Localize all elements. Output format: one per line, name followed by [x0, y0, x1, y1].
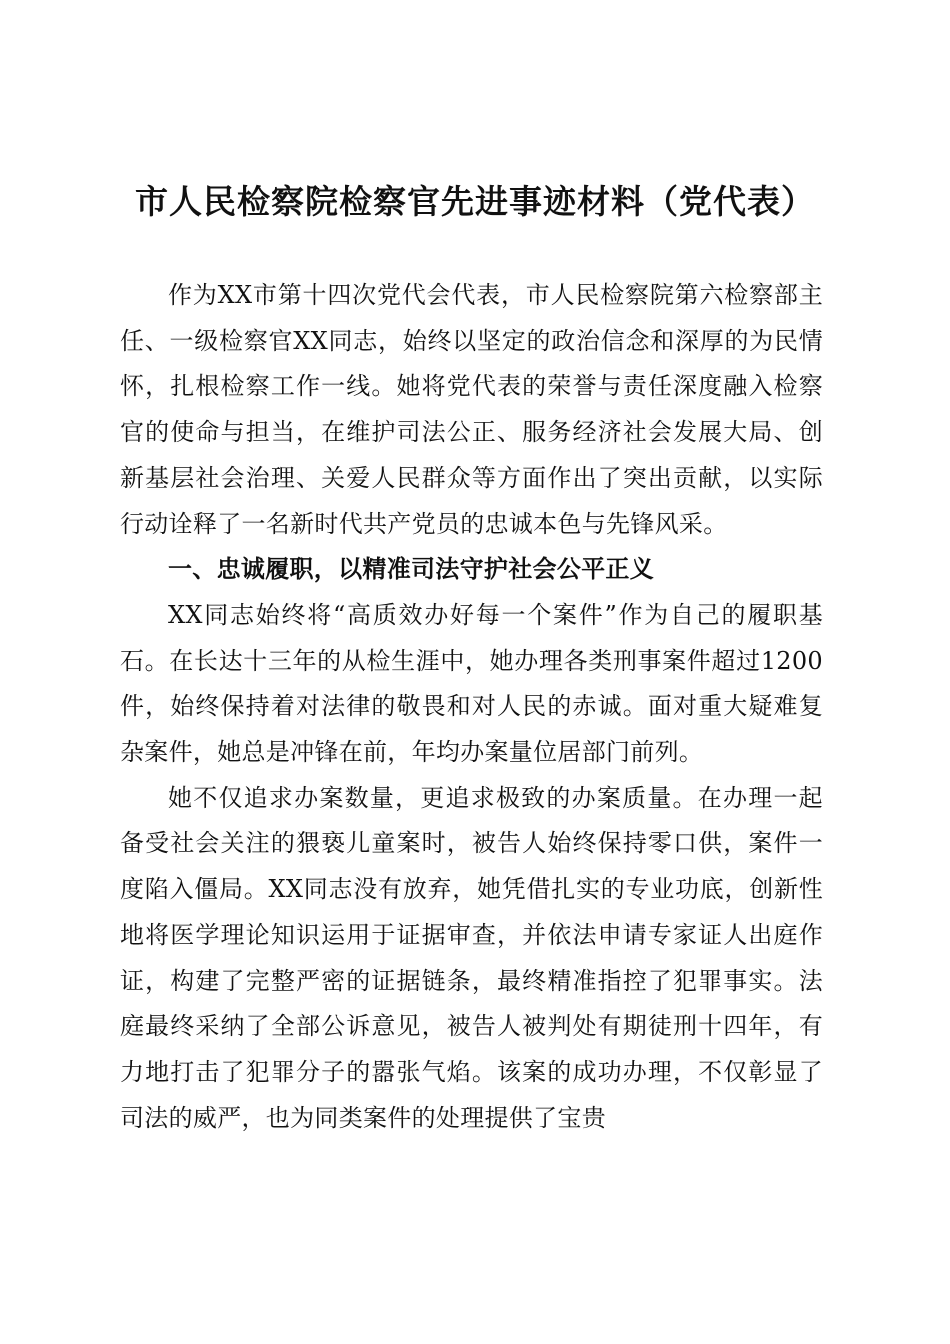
document-body [120, 273, 823, 1141]
section1-paragraph-2: 她不仅追求办案数量，更追求极致的办案质量。在办理一起备受社会关注的猥亵儿童案时，被告人始终保持零口供，案件一度陷入僵局。XX同志没有放弃，她凭借扎实的专业功底，创新性地将医学理论知识运用于证据审查，并依法申请专家证人出庭作证，构建了完整严密的证据链条，最终精准指控了犯罪事实。法庭最终采纳了全部公诉意见，被告人被判处有期徒刑十四年，有力地打击了犯罪分子的嚣张气焰。该案的成功办理，不仅彰显了司法的威严，也为同类案件的处理提供了宝贵 [120, 783, 823, 1132]
section-heading-1: 一、忠诚履职，以精准司法守护社会公平正义 [168, 555, 654, 584]
section1-paragraph-1: XX同志始终将“高质效办好每一个案件”作为自己的履职基石。在长达十三年的从检生涯中，她办理各类刑事案件超过1200件，始终保持着对法律的敬畏和对人民的赤诚。面对重大疑难复杂案件，她总是冲锋在前，年均办案量位居部门前列。 [120, 600, 823, 767]
document-title: 市人民检察院检察官先进事迹材料（党代表） [135, 182, 815, 221]
intro-paragraph: 作为XX市第十四次党代会代表，市人民检察院第六检察部主任、一级检察官XX同志，始终以坚定的政治信念和深厚的为民情怀，扎根检察工作一线。她将党代表的荣誉与责任深度融入检察官的使命与担当，在维护司法公正、服务经济社会发展大局、创新基层社会治理、关爱人民群众等方面作出了突出贡献，以实际行动诠释了一名新时代共产党员的忠诚本色与先锋风采。 [120, 281, 823, 538]
